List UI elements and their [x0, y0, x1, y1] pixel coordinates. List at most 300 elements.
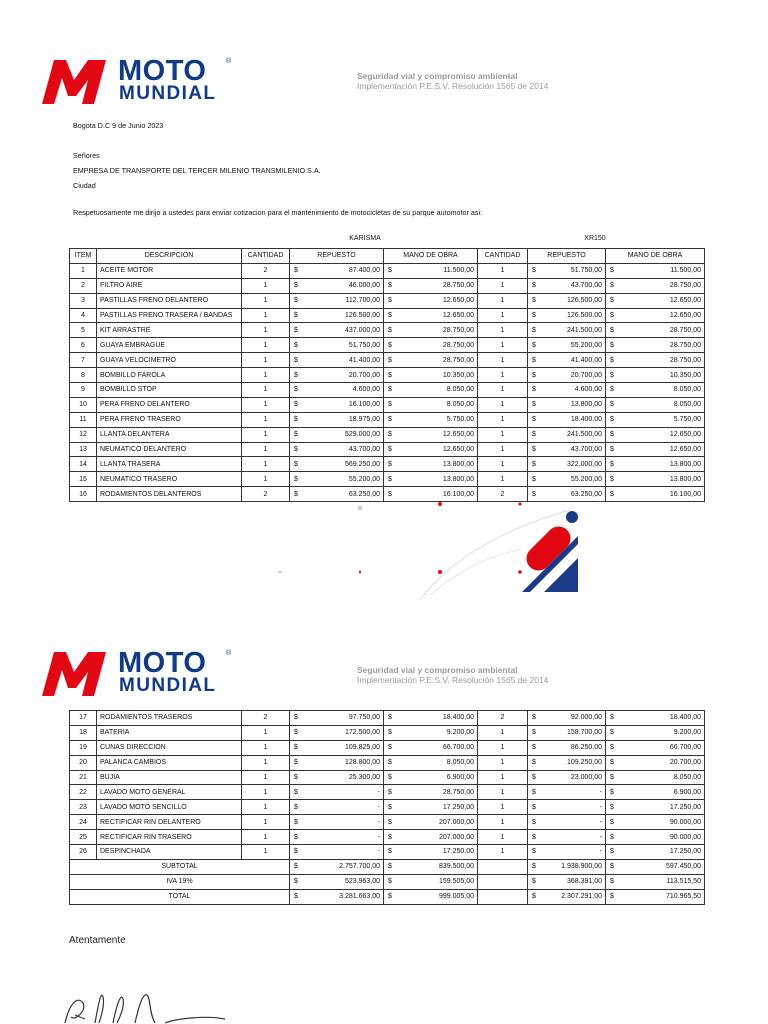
amount-value: 16.100,00 — [669, 490, 702, 498]
currency-symbol: $ — [294, 386, 298, 394]
table-row — [70, 472, 705, 487]
currency-symbol: $ — [610, 833, 614, 841]
money-cell — [528, 323, 606, 338]
currency-symbol: $ — [610, 893, 614, 901]
currency-symbol: $ — [532, 475, 536, 483]
amount-value: 569.250,00 — [344, 460, 380, 468]
money-cell — [528, 740, 606, 755]
amount-value: 20.700,00 — [348, 371, 380, 379]
currency-symbol: $ — [294, 371, 298, 379]
money-cell — [290, 353, 384, 368]
quantity-karisma: 1 — [242, 353, 290, 368]
table-row — [70, 308, 705, 323]
currency-symbol: $ — [294, 490, 298, 498]
money-cell — [528, 711, 606, 726]
amount-value: 128.800,00 — [344, 759, 380, 767]
amount-value: 12.650,00 — [669, 446, 702, 454]
amount-value: - — [599, 848, 602, 856]
currency-symbol: $ — [294, 282, 298, 290]
quantity-karisma: 2 — [242, 711, 290, 726]
amount-value: 55.200,00 — [570, 475, 602, 483]
table-row — [70, 442, 705, 457]
currency-symbol: $ — [388, 282, 392, 290]
currency-symbol: $ — [532, 729, 536, 737]
currency-symbol: $ — [610, 356, 614, 364]
amount-value: 43.700,00 — [570, 282, 602, 290]
money-cell — [606, 427, 705, 442]
money-cell — [384, 427, 478, 442]
money-cell — [290, 442, 384, 457]
item-number: 13 — [70, 442, 97, 457]
amount-value: 90.000,00 — [669, 818, 701, 826]
quantity-karisma: 1 — [242, 770, 290, 785]
quantity-xr150: 1 — [478, 755, 528, 770]
item-number: 20 — [70, 755, 97, 770]
item-number: 10 — [70, 397, 97, 412]
quantity-karisma: 1 — [242, 442, 290, 457]
currency-symbol: $ — [532, 893, 536, 901]
amount-value: 5.750,00 — [673, 416, 702, 424]
amount-value: 11.500,00 — [670, 267, 702, 275]
amount-value: 1.938.900,00 — [561, 863, 602, 871]
item-number: 2 — [70, 278, 97, 293]
amount-value: 18.400,00 — [669, 714, 701, 722]
handwritten-signature — [55, 985, 235, 1024]
amount-value: 126.500,00 — [566, 312, 602, 319]
amount-value: 18.400,00 — [570, 416, 602, 424]
item-description: RECTIFICAR RIN TRASERO — [97, 830, 242, 845]
amount-value: 10.350,00 — [442, 371, 474, 379]
money-cell — [606, 383, 705, 398]
item-number: 9 — [70, 383, 97, 398]
money-cell — [384, 815, 478, 830]
currency-symbol: $ — [532, 282, 536, 290]
amount-value: 97.750,00 — [348, 714, 380, 722]
money-cell — [528, 800, 606, 815]
currency-symbol: $ — [388, 490, 392, 498]
money-cell — [528, 293, 606, 308]
tagline-page2 — [357, 665, 548, 685]
currency-symbol: $ — [294, 833, 298, 841]
money-cell — [290, 457, 384, 472]
currency-symbol: $ — [388, 386, 392, 394]
amount-value: 109.250,00 — [566, 759, 602, 767]
money-cell — [384, 889, 478, 904]
amount-value: 16.100,00 — [442, 490, 474, 498]
table-row — [70, 755, 705, 770]
currency-symbol: $ — [610, 267, 614, 275]
col-header-mano-obra-karisma: MANO DE OBRA — [384, 249, 478, 264]
currency-symbol: $ — [610, 788, 614, 796]
amount-value: 5.750,00 — [446, 416, 474, 424]
amount-value: 999.005,00 — [438, 893, 474, 901]
currency-symbol: $ — [610, 341, 614, 349]
amount-value: 710.965,50 — [665, 893, 701, 901]
money-cell — [528, 442, 606, 457]
item-number: 23 — [70, 800, 97, 815]
money-cell — [606, 830, 705, 845]
amount-value: 66.700,00 — [442, 744, 474, 752]
currency-symbol: $ — [388, 818, 392, 826]
currency-symbol: $ — [532, 774, 536, 781]
money-cell — [290, 889, 384, 904]
amount-value: 92.000,00 — [570, 714, 602, 722]
item-number: 26 — [70, 845, 97, 860]
currency-symbol: $ — [294, 818, 298, 826]
item-number: 15 — [70, 472, 97, 487]
money-cell — [606, 472, 705, 487]
quantity-karisma: 1 — [242, 293, 290, 308]
quantity-karisma: 1 — [242, 368, 290, 383]
col-header-mano-obra-xr150: MANO DE OBRA — [606, 249, 705, 264]
table-row — [70, 740, 705, 755]
quote-table-page2 — [69, 710, 705, 905]
group-xr150-label: XR150 — [584, 235, 606, 242]
amount-value: 11.500,00 — [443, 267, 474, 275]
quantity-xr150: 1 — [478, 368, 528, 383]
currency-symbol: $ — [532, 326, 536, 334]
money-cell — [290, 755, 384, 770]
empty-cell — [478, 889, 528, 904]
currency-symbol: $ — [532, 460, 536, 468]
table-row — [70, 725, 705, 740]
money-cell — [384, 785, 478, 800]
quantity-karisma: 1 — [242, 755, 290, 770]
money-cell — [606, 368, 705, 383]
currency-symbol: $ — [294, 848, 298, 856]
currency-symbol: $ — [294, 312, 298, 319]
quantity-xr150: 1 — [478, 293, 528, 308]
currency-symbol: $ — [294, 475, 298, 483]
amount-value: 207.000,00 — [438, 833, 474, 841]
amount-value: 839.500,00 — [438, 863, 474, 871]
currency-symbol: $ — [388, 833, 392, 841]
money-cell — [384, 383, 478, 398]
amount-value: 28.750,00 — [442, 788, 474, 796]
money-cell — [606, 323, 705, 338]
currency-symbol: $ — [610, 848, 614, 856]
money-cell — [290, 830, 384, 845]
currency-symbol: $ — [532, 714, 536, 722]
item-description: DESPINCHADA — [97, 845, 242, 860]
amount-value: 159.505,00 — [438, 878, 474, 886]
amount-value: 17.250,00 — [442, 803, 474, 811]
currency-symbol: $ — [294, 356, 298, 364]
item-description: BOMBILLO FAROLA — [97, 368, 242, 383]
item-number: 1 — [70, 263, 97, 278]
amount-value: 28.750,00 — [669, 282, 702, 290]
amount-value: 6.900,00 — [673, 788, 701, 796]
tagline-sub: Implementación P.E.S.V. Resolución 1565 de 2014 — [357, 675, 549, 685]
currency-symbol: $ — [294, 893, 298, 901]
amount-value: 12.650,00 — [442, 431, 474, 439]
item-number: 3 — [70, 293, 97, 308]
quantity-xr150: 1 — [478, 263, 528, 278]
money-cell — [290, 412, 384, 427]
currency-symbol: $ — [388, 416, 392, 424]
money-cell — [528, 770, 606, 785]
amount-value: 41.400,00 — [348, 356, 380, 364]
money-cell — [606, 755, 705, 770]
amount-value: 126.500,00 — [566, 297, 602, 305]
totals-label: TOTAL — [70, 889, 290, 904]
amount-value: 529.000,00 — [344, 431, 380, 439]
item-description: GUAYA VELOCIMETRO — [97, 353, 242, 368]
brand-name-line2: MUNDIAL — [119, 83, 217, 104]
amount-value: 8.050,00 — [446, 386, 474, 394]
amount-value: - — [377, 788, 380, 796]
amount-value: 8.050,00 — [446, 759, 474, 767]
table-row — [70, 412, 705, 427]
money-cell — [528, 845, 606, 860]
currency-symbol: $ — [388, 446, 392, 454]
currency-symbol: $ — [532, 341, 536, 349]
money-cell — [290, 770, 384, 785]
currency-symbol: $ — [532, 401, 536, 409]
tagline — [357, 71, 548, 91]
table-row — [70, 785, 705, 800]
amount-value: 28.750,00 — [669, 341, 702, 349]
amount-value: 113.515,50 — [666, 878, 701, 886]
currency-symbol: $ — [532, 446, 536, 454]
table-row — [70, 427, 705, 442]
table-row — [70, 830, 705, 845]
money-cell — [528, 397, 606, 412]
money-cell — [384, 308, 478, 323]
money-cell — [290, 815, 384, 830]
table-row — [70, 815, 705, 830]
item-description: PASTILLAS FRENO TRASERA / BANDAS — [97, 308, 242, 323]
currency-symbol: $ — [532, 788, 536, 796]
money-cell — [606, 412, 705, 427]
letter-city: Ciudad — [73, 181, 96, 190]
amount-value: 2.307.291,00 — [561, 893, 602, 901]
amount-value: 6.900,00 — [446, 774, 474, 781]
registered-mark: ® — [226, 58, 232, 65]
quantity-karisma: 1 — [242, 785, 290, 800]
money-cell — [528, 815, 606, 830]
quantity-xr150: 1 — [478, 412, 528, 427]
money-cell — [606, 353, 705, 368]
letter-intro: Respetuosamente me dirijo a ustedes para enviar cotizacion para el mantenimiento de motocicletas de su parque automotor asi: — [73, 208, 483, 217]
money-cell — [290, 859, 384, 874]
quote-table-page1 — [69, 248, 705, 502]
amount-value: 8.050,00 — [673, 401, 702, 409]
col-header-repuesto-xr150: REPUESTO — [528, 249, 606, 264]
tagline-main: Seguridad vial y compromiso ambiental — [357, 665, 518, 675]
money-cell — [528, 830, 606, 845]
letter-date: Bogota D.C 9 de Junio 2023 — [73, 121, 164, 130]
quantity-xr150: 1 — [478, 725, 528, 740]
amount-value: 322.000,00 — [566, 460, 602, 468]
amount-value: 20.700,00 — [669, 759, 701, 767]
currency-symbol: $ — [388, 475, 392, 483]
currency-symbol: $ — [610, 371, 614, 379]
currency-symbol: $ — [294, 446, 298, 454]
brand-name-line1: MOTO — [118, 55, 207, 87]
item-description: BOMBILLO STOP — [97, 383, 242, 398]
currency-symbol: $ — [610, 446, 614, 454]
amount-value: 17.250,00 — [669, 848, 701, 856]
currency-symbol: $ — [294, 401, 298, 409]
item-description: PASTILLAS FRENO DELANTERO — [97, 293, 242, 308]
letter-closing: Atentamente — [69, 935, 126, 946]
quantity-xr150: 1 — [478, 353, 528, 368]
currency-symbol: $ — [388, 312, 392, 319]
amount-value: 12.650,00 — [442, 446, 474, 454]
amount-value: 172.500,00 — [344, 729, 380, 737]
currency-symbol: $ — [388, 371, 392, 379]
money-cell — [290, 800, 384, 815]
amount-value: 46.000,00 — [348, 282, 380, 290]
currency-symbol: $ — [532, 312, 536, 319]
money-cell — [384, 845, 478, 860]
table-row — [70, 323, 705, 338]
amount-value: 25.300,00 — [348, 774, 380, 781]
currency-symbol: $ — [610, 475, 614, 483]
item-description: LLANTA TRASERA — [97, 457, 242, 472]
money-cell — [384, 859, 478, 874]
currency-symbol: $ — [294, 431, 298, 439]
money-cell — [606, 845, 705, 860]
quantity-xr150: 1 — [478, 383, 528, 398]
amount-value: - — [599, 833, 602, 841]
money-cell — [528, 427, 606, 442]
amount-value: 12.650,00 — [442, 297, 474, 305]
table-row — [70, 353, 705, 368]
amount-value: 55.200,00 — [348, 475, 380, 483]
amount-value: 17.250,00 — [442, 848, 474, 856]
totals-label: IVA 19% — [70, 874, 290, 889]
item-description: PERA FRENO TRASERO — [97, 412, 242, 427]
money-cell — [528, 889, 606, 904]
currency-symbol: $ — [532, 297, 536, 305]
item-number: 21 — [70, 770, 97, 785]
item-number: 6 — [70, 338, 97, 353]
amount-value: 43.700,00 — [570, 446, 602, 454]
quantity-karisma: 1 — [242, 740, 290, 755]
currency-symbol: $ — [532, 356, 536, 364]
money-cell — [384, 293, 478, 308]
amount-value: 51.750,00 — [348, 341, 380, 349]
table-row — [70, 263, 705, 278]
money-cell — [528, 368, 606, 383]
money-cell — [528, 859, 606, 874]
money-cell — [528, 457, 606, 472]
currency-symbol: $ — [610, 803, 614, 811]
table-header-row — [70, 249, 705, 264]
col-header-cantidad-karisma: CANTIDAD — [242, 249, 290, 264]
money-cell — [528, 338, 606, 353]
amount-value: 28.750,00 — [669, 356, 702, 364]
amount-value: 28.750,00 — [442, 356, 474, 364]
quantity-karisma: 1 — [242, 397, 290, 412]
money-cell — [528, 263, 606, 278]
table-row — [70, 770, 705, 785]
currency-symbol: $ — [294, 744, 298, 752]
currency-symbol: $ — [388, 744, 392, 752]
decorative-graphic — [260, 500, 600, 610]
amount-value: 126.500,00 — [344, 312, 380, 319]
item-description: GUAYA EMBRAGUE — [97, 338, 242, 353]
money-cell — [606, 457, 705, 472]
currency-symbol: $ — [294, 297, 298, 305]
tagline-main: Seguridad vial y compromiso ambiental — [357, 71, 518, 81]
col-header-descripcion: DESCRIPCION — [97, 249, 242, 264]
empty-cell — [478, 874, 528, 889]
quantity-xr150: 1 — [478, 427, 528, 442]
currency-symbol: $ — [388, 326, 392, 334]
money-cell — [606, 740, 705, 755]
currency-symbol: $ — [610, 297, 614, 305]
item-number: 4 — [70, 308, 97, 323]
amount-value: 4.600,00 — [574, 386, 602, 394]
currency-symbol: $ — [388, 431, 392, 439]
money-cell — [384, 353, 478, 368]
amount-value: 368.391,00 — [566, 878, 602, 886]
table-row — [70, 457, 705, 472]
quantity-karisma: 1 — [242, 800, 290, 815]
amount-value: 158.700,00 — [566, 729, 602, 737]
amount-value: 66.700,00 — [669, 744, 701, 752]
item-number: 17 — [70, 711, 97, 726]
currency-symbol: $ — [532, 371, 536, 379]
totals-row — [70, 859, 705, 874]
currency-symbol: $ — [532, 386, 536, 394]
currency-symbol: $ — [294, 759, 298, 767]
amount-value: 8.050,00 — [673, 774, 701, 781]
quantity-xr150: 1 — [478, 785, 528, 800]
currency-symbol: $ — [610, 774, 614, 781]
money-cell — [606, 397, 705, 412]
currency-symbol: $ — [532, 848, 536, 856]
amount-value: - — [377, 833, 380, 841]
moto-mundial-m-logo-icon — [40, 648, 110, 700]
currency-symbol: $ — [388, 401, 392, 409]
quantity-karisma: 1 — [242, 278, 290, 293]
money-cell — [606, 785, 705, 800]
money-cell — [606, 308, 705, 323]
amount-value: - — [599, 818, 602, 826]
money-cell — [384, 338, 478, 353]
item-description: NEUMATICO TRASERO — [97, 472, 242, 487]
item-description: CUNAS DIRECCION — [97, 740, 242, 755]
amount-value: 63.250,00 — [570, 490, 602, 498]
amount-value: 13.800,00 — [442, 460, 474, 468]
quantity-karisma: 1 — [242, 457, 290, 472]
item-number: 7 — [70, 353, 97, 368]
money-cell — [606, 800, 705, 815]
amount-value: 12.650,00 — [669, 312, 702, 319]
item-description: PALANCA CAMBIOS — [97, 755, 242, 770]
money-cell — [384, 457, 478, 472]
item-number: 16 — [70, 487, 97, 502]
money-cell — [606, 725, 705, 740]
item-description: KIT ARRASTRE — [97, 323, 242, 338]
amount-value: 4.600,00 — [352, 386, 380, 394]
table-row — [70, 845, 705, 860]
currency-symbol: $ — [610, 714, 614, 722]
currency-symbol: $ — [294, 460, 298, 468]
amount-value: 8.050,00 — [673, 386, 702, 394]
currency-symbol: $ — [532, 267, 536, 275]
moto-mundial-m-logo-icon — [40, 56, 110, 108]
item-number: 5 — [70, 323, 97, 338]
money-cell — [528, 755, 606, 770]
item-number: 8 — [70, 368, 97, 383]
amount-value: 13.800,00 — [442, 475, 474, 483]
totals-row — [70, 874, 705, 889]
